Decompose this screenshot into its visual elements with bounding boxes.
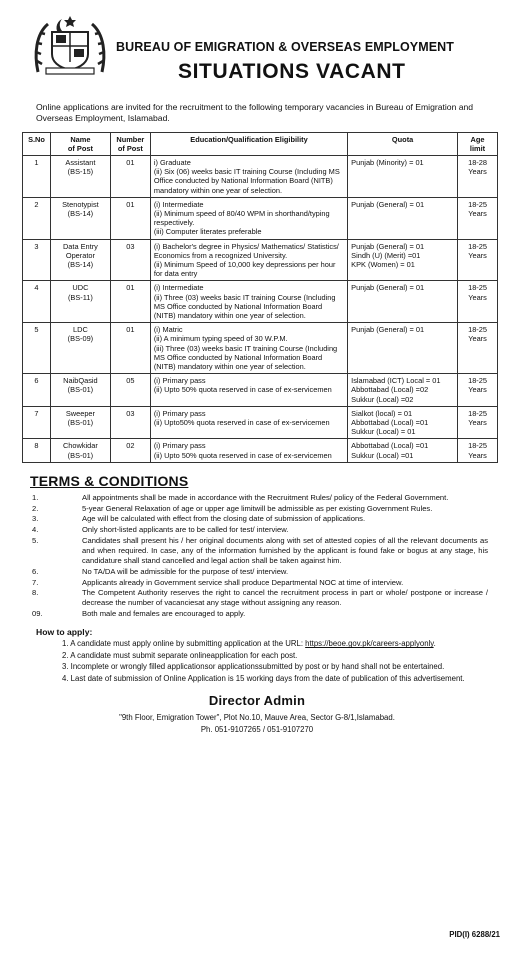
sno-value: 7 (34, 408, 39, 418)
terms-item-text: No TA/DA will be admissible for the purpose of test/ interview. (82, 566, 289, 576)
pid-number: PID(I) 6288/21 (449, 930, 500, 939)
terms-title: TERMS & CONDITIONS (30, 472, 189, 489)
education-line: (ii) Upto50% quota reserved in case of ex-servicemen (153, 418, 330, 428)
education-line: (i) Primary pass (153, 376, 206, 386)
cell-education (150, 439, 347, 462)
terms-item (24, 525, 488, 535)
cell-sno (23, 197, 51, 239)
age-range: 18-25 (468, 241, 487, 251)
terms-item-text: Age will be calculated with effect from the closing date of submission of applications. (82, 514, 366, 524)
how-to-apply-item-text: 1. A candidate must apply online by submitting application at the URL: (62, 639, 306, 649)
cell-education (150, 374, 347, 407)
header-name-line1: Name (70, 135, 91, 144)
post-count: 01 (126, 283, 135, 293)
age-range: 18-28 (468, 158, 487, 167)
education-line: (ii) Upto 50% quota reserved in case of ex-servicemen (153, 450, 332, 460)
terms-item (24, 536, 488, 567)
terms-item-text: All appointments shall be made in accordance with the Recruitment Rules/ policy of the Federal Government. (82, 492, 449, 502)
quota-line: Islamabad (ICT) Local = 01 (351, 376, 441, 386)
header-quota: Quota (348, 133, 458, 156)
table-row (23, 323, 498, 374)
terms-item-text: The Competent Authority reserves the right to cancel the recruitment process in part or whole/ postpone or increase / decrease the number of vacanciesat any stage without assigning any reason. (82, 588, 488, 608)
terms-item-number: 09. (32, 609, 43, 619)
header-number-of-post (110, 133, 150, 156)
age-unit: Years (468, 418, 487, 428)
education-line: (i) Primary pass (153, 441, 206, 451)
terms-item-number: 4. (32, 525, 39, 534)
cell-number-of-posts (110, 323, 150, 374)
cell-sno (23, 156, 51, 198)
terms-item (24, 567, 488, 577)
application-url-link[interactable]: https://beoe.gov.pk/careers-applyonly (305, 639, 434, 649)
cell-age-limit (458, 239, 498, 281)
page-title: SITUATIONS VACANT (178, 60, 406, 83)
header-sno: S.No (23, 133, 51, 156)
cell-age-limit (458, 323, 498, 374)
terms-item-text: Applicants already in Government service shall produce Departmental NOC at time of interview. (82, 577, 404, 587)
how-to-apply-item: 3. Incomplete or wrongly filled applicationsor applicationssubmitted by post or by hand shall not be entertained. (62, 662, 445, 672)
quota-line: Abbottabad (Local) =01 (351, 441, 429, 451)
age-unit: Years (468, 209, 487, 219)
cell-post-name (50, 156, 110, 198)
cell-age-limit (458, 156, 498, 198)
cell-sno (23, 323, 51, 374)
quota-line: Punjab (Minority) = 01 (351, 158, 424, 167)
header-name-line2: of Post (67, 144, 93, 153)
cell-age-limit (458, 374, 498, 407)
cell-education (150, 239, 347, 281)
age-unit: Years (468, 292, 487, 302)
cell-sno (23, 374, 51, 407)
cell-education (150, 197, 347, 239)
cell-education (150, 406, 347, 439)
cell-sno (23, 439, 51, 462)
how-to-apply-item: 4. Last date of submission of Online Application is 15 working days from the date of publication of this advertisement. (62, 673, 465, 683)
education-line: (ii) Minimum speed of 80/40 WPM in shorthand/typing respectively. (153, 209, 330, 228)
cell-number-of-posts (110, 439, 150, 462)
terms-item-number: 3. (32, 514, 39, 524)
post-name: NaibQasid (63, 376, 98, 386)
post-scale: (BS-14) (67, 209, 94, 219)
quota-line: Punjab (General) = 01 (351, 283, 425, 293)
table-row (23, 439, 498, 462)
terms-item (24, 588, 488, 608)
education-line: i) Graduate (153, 158, 191, 167)
age-unit: Years (468, 385, 487, 395)
age-unit: Years (468, 450, 487, 460)
education-line: (i) Intermediate (153, 283, 204, 293)
terms-item (24, 504, 488, 514)
quota-line: KPK (Women) = 01 (351, 260, 415, 270)
terms-item-text: Only short-listed applicants are to be called for test/ interview. (82, 525, 289, 534)
terms-item-text: Both male and females are encouraged to apply. (82, 609, 246, 619)
post-name: Sweeper (65, 408, 95, 418)
education-line: (iii) Computer literates preferable (153, 227, 262, 237)
cell-post-name (50, 374, 110, 407)
post-count: 03 (126, 408, 135, 418)
sno-value: 2 (34, 199, 39, 209)
post-count: 03 (126, 241, 135, 251)
cell-sno (23, 281, 51, 323)
age-unit: Years (468, 250, 487, 260)
cell-number-of-posts (110, 156, 150, 198)
post-scale: (BS-01) (67, 450, 94, 460)
post-count: 01 (126, 158, 135, 167)
post-scale: (BS-14) (67, 260, 94, 270)
terms-item-number: 6. (32, 566, 39, 576)
post-scale: (BS-01) (67, 418, 94, 428)
header (14, 6, 500, 96)
cell-post-name (50, 239, 110, 281)
intro-paragraph: Online applications are invited for the recruitment to the following temporary vacancies in Bureau of Emigration and Overseas Employment, Islamabad. (36, 102, 474, 123)
organization-name: BUREAU OF EMIGRATION & OVERSEAS EMPLOYMENT (116, 40, 455, 54)
cell-quota (348, 406, 458, 439)
education-line: (ii) A minimum typing speed of 30 W.P.M. (153, 334, 288, 344)
cell-quota (348, 156, 458, 198)
quota-line: Sialkot (local) = 01 (351, 408, 413, 418)
age-range: 18-25 (468, 441, 487, 451)
education-line: (i) Primary pass (153, 408, 206, 418)
terms-item-number: 1. (32, 492, 39, 502)
education-line: (i) Intermediate (153, 199, 204, 209)
table-row (23, 156, 498, 198)
post-name: Data Entry Operator (62, 241, 98, 260)
phone-numbers: Ph. 051-9107265 / 051-9107270 (200, 724, 314, 734)
how-to-apply-item: 2. A candidate must submit separate onlineapplication for each post. (62, 650, 298, 660)
header-age-line1: Age (470, 135, 485, 144)
cell-number-of-posts (110, 374, 150, 407)
terms-item (24, 514, 488, 524)
cell-education (150, 156, 347, 198)
quota-line: Abbottabad (Local) =01 (351, 418, 429, 428)
table-row (23, 406, 498, 439)
terms-item (24, 578, 488, 588)
education-line: (i) Matric (153, 325, 183, 335)
terms-item (24, 609, 488, 619)
sno-value: 3 (34, 241, 39, 251)
cell-post-name (50, 281, 110, 323)
cell-quota (348, 374, 458, 407)
cell-education (150, 323, 347, 374)
government-emblem-icon (32, 14, 108, 76)
cell-post-name (50, 439, 110, 462)
post-name: Stenotypist (62, 199, 99, 209)
quota-line: Punjab (General) = 01 (351, 199, 425, 209)
post-scale: (BS-01) (67, 385, 94, 395)
header-number-line1: Number (116, 135, 145, 144)
how-to-apply-title: How to apply: (36, 627, 93, 638)
education-line: (iii) Three (03) weeks basic IT training Course (Including MS Office conducted by National Information Board (NITB) mandatory within one year of selection. (153, 343, 338, 372)
post-scale: (BS-15) (67, 167, 94, 177)
post-count: 01 (126, 199, 135, 209)
sno-value: 6 (34, 376, 39, 386)
age-range: 18-25 (468, 376, 487, 386)
header-age-limit (458, 133, 498, 156)
cell-number-of-posts (110, 281, 150, 323)
terms-list (14, 493, 500, 619)
terms-item (24, 493, 488, 503)
cell-number-of-posts (110, 239, 150, 281)
age-range: 18-25 (468, 408, 487, 418)
education-line: (ii) Upto 50% quota reserved in case of ex-servicemen (153, 385, 332, 395)
how-to-apply-item (62, 639, 476, 649)
post-name: Chowkidar (62, 441, 98, 451)
education-line: (ii) Three (03) weeks basic IT training Course (Including MS Office conducted by National Information Board (NITB) mandatory within one year of selection. (153, 292, 336, 321)
office-address: "9th Floor, Emigration Tower", Plot No.10, Mauve Area, Sector G-8/1,Islamabad. (119, 712, 395, 722)
quota-line: Punjab (General) = 01 (351, 241, 425, 251)
quota-line: Punjab (General) = 01 (351, 325, 425, 335)
how-to-apply-item-end: . (433, 639, 436, 649)
quota-line: Sukkur (Local) =02 (351, 394, 414, 404)
cell-quota (348, 281, 458, 323)
terms-item-text: Candidates shall present his / her original documents along with set of attested copies of all the relevant documents as and when required. In case, any of the information furnished by the applicant is found fake or bogus at any stage, his candidature shall stand cancelled and legal action shall be taken against him. (82, 535, 488, 566)
terms-item-number: 8. (32, 588, 39, 598)
cell-age-limit (458, 439, 498, 462)
terms-item-number: 7. (32, 577, 39, 587)
sno-value: 1 (34, 158, 39, 167)
cell-age-limit (458, 406, 498, 439)
post-name: UDC (72, 283, 89, 293)
education-line: (i) Bachelor's degree in Physics/ Mathematics/ Statistics/ Economics from a recognized University. (153, 241, 339, 260)
table-row (23, 281, 498, 323)
table-header-row (23, 133, 498, 156)
post-count: 02 (126, 441, 135, 451)
cell-post-name (50, 197, 110, 239)
quota-line: Sukkur (Local) = 01 (351, 427, 416, 437)
cell-quota (348, 439, 458, 462)
header-age-line2: limit (469, 144, 486, 153)
age-range: 18-25 (468, 283, 487, 293)
cell-education (150, 281, 347, 323)
terms-item-text: 5-year General Relaxation of age or upper age limitwill be admissible as per existing Government Rules. (82, 503, 433, 513)
cell-sno (23, 239, 51, 281)
sno-value: 8 (34, 441, 39, 451)
age-unit: Years (468, 167, 487, 177)
cell-quota (348, 323, 458, 374)
header-education: Education/Qualification Eligibility (150, 133, 347, 156)
post-scale: (BS-11) (67, 292, 93, 302)
cell-sno (23, 406, 51, 439)
post-name: LDC (73, 325, 88, 335)
terms-item-number: 5. (32, 535, 39, 545)
education-line: (ii) Minimum Speed of 10,000 key depressions per hour for data entry (153, 260, 336, 279)
post-name: Assistant (65, 158, 96, 167)
table-row (23, 197, 498, 239)
cell-age-limit (458, 197, 498, 239)
vacancies-table (22, 132, 498, 463)
sno-value: 5 (34, 325, 39, 335)
cell-post-name (50, 323, 110, 374)
post-scale: (BS-09) (67, 334, 94, 344)
quota-line: Sukkur (Local) =01 (351, 450, 414, 460)
sno-value: 4 (34, 283, 39, 293)
age-range: 18-25 (468, 325, 487, 335)
vacancies-table-body (23, 156, 498, 463)
header-number-line2: of Post (117, 144, 143, 153)
signatory-title: Director Admin (208, 692, 306, 708)
age-unit: Years (468, 334, 487, 344)
education-line: (ii) Six (06) weeks basic IT training Course (Including MS Office conducted by National Information Board (NITB) mandatory within one year of selection. (153, 167, 340, 195)
post-count: 05 (126, 376, 135, 386)
cell-number-of-posts (110, 197, 150, 239)
terms-item-number: 2. (32, 503, 39, 513)
cell-age-limit (458, 281, 498, 323)
quota-line: Abbottabad (Local) =02 (351, 385, 429, 395)
how-to-apply-list (14, 639, 500, 684)
cell-number-of-posts (110, 406, 150, 439)
cell-post-name (50, 406, 110, 439)
header-name-of-post (50, 133, 110, 156)
cell-quota (348, 197, 458, 239)
table-row (23, 374, 498, 407)
post-count: 01 (126, 325, 135, 335)
cell-quota (348, 239, 458, 281)
quota-line: Sindh (U) (Merit) =01 (351, 250, 421, 260)
table-row (23, 239, 498, 281)
age-range: 18-25 (468, 199, 487, 209)
